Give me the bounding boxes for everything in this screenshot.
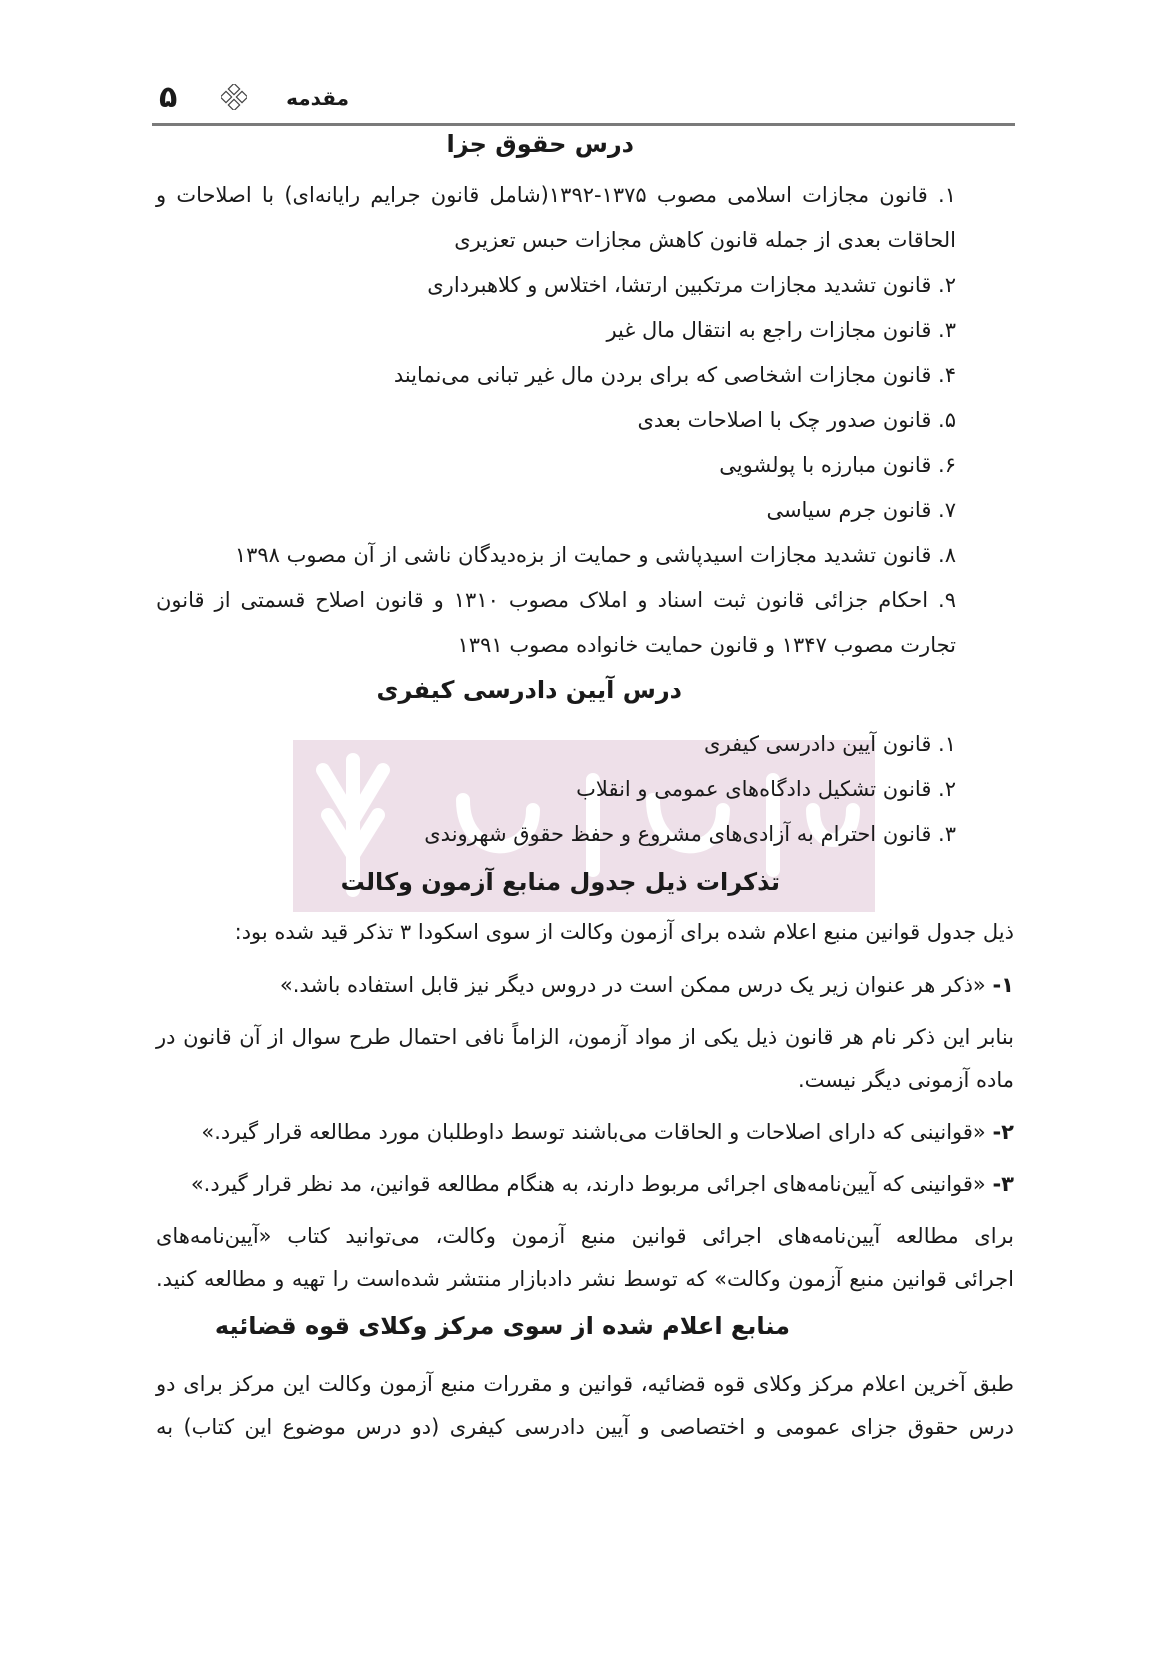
section-title-judiciary: منابع اعلام شده از سوی مرکز وکلای قوه قضائیه	[214, 1312, 790, 1340]
note-3-number: ۳-	[992, 1172, 1014, 1196]
paragraph-line: درس حقوق جزای عمومی و اختصاصی و آیین دادرسی کیفری (دو درس موضوع این کتاب) به	[156, 1415, 1014, 1439]
note-2-text: «قوانینی که دارای اصلاحات و الحاقات می‌باشند توسط داوطلبان مورد مطالعه قرار گیرد.»	[201, 1120, 993, 1144]
page-number: ۵	[159, 80, 178, 115]
paragraph-line: بنابر این ذکر نام هر قانون ذیل یکی از مواد آزمون، الزاماً نافی احتمال طرح سوال از آن قانون در	[156, 1025, 1014, 1049]
note-3	[191, 1172, 1014, 1196]
list-item: تجارت مصوب ۱۳۴۷ و قانون حمایت خانواده مصوب ۱۳۹۱	[457, 633, 956, 657]
paragraph-line: ماده آزمونی دیگر نیست.	[797, 1068, 1014, 1092]
paragraph-line: اجرائی قوانین منبع آزمون وکالت» که توسط نشر دادبازار منتشر شده‌است را تهیه و مطالعه کنید.	[156, 1267, 1014, 1291]
list-item: ۵. قانون صدور چک با اصلاحات بعدی	[637, 408, 956, 432]
running-header	[155, 78, 1013, 118]
note-2	[201, 1120, 1014, 1144]
list-item: ۸. قانون تشدید مجازات اسیدپاشی و حمایت از بزه‌دیدگان ناشی از آن مصوب ۱۳۹۸	[234, 543, 956, 567]
paragraph-line: برای مطالعه آیین‌نامه‌های اجرائی قوانین منبع آزمون وکالت، می‌توانید کتاب «آیین‌نامه‌های	[156, 1224, 1014, 1248]
section-title-criminal-procedure: درس آیین دادرسی کیفری	[376, 676, 682, 704]
list-item: الحاقات بعدی از جمله قانون کاهش مجازات حبس تعزیری	[454, 228, 956, 252]
header-title: مقدمه	[286, 86, 349, 110]
section-title-notes: تذکرات ذیل جدول منابع آزمون وکالت	[340, 868, 780, 896]
list-item: ۲. قانون تشکیل دادگاه‌های عمومی و انقلاب	[576, 777, 956, 801]
ornament-icon	[221, 84, 247, 110]
note-1	[280, 973, 1014, 997]
list-item: ۱. قانون مجازات اسلامی مصوب ۱۳۷۵-۱۳۹۲(شامل قانون جرایم رایانه‌ای) با اصلاحات و	[156, 183, 957, 207]
paragraph-line: طبق آخرین اعلام مرکز وکلای قوه قضائیه، قوانین و مقررات منبع آزمون وکالت این مرکز برای دو	[156, 1372, 1014, 1396]
notes-intro: ذیل جدول قوانین منبع اعلام شده برای آزمون وکالت از سوی اسکودا ۳ تذکر قید شده بود:	[234, 920, 1014, 944]
list-item: ۳. قانون مجازات راجع به انتقال مال غیر	[606, 318, 956, 342]
list-item: ۲. قانون تشدید مجازات مرتکبین ارتشا، اختلاس و کلاهبرداری	[427, 273, 956, 297]
list-item: ۴. قانون مجازات اشخاصی که برای بردن مال غیر تبانی می‌نمایند	[393, 363, 956, 387]
note-1-text: «ذکر هر عنوان زیر یک درس ممکن است در دروس دیگر نیز قابل استفاده باشد.»	[279, 973, 993, 997]
list-item: ۷. قانون جرم سیاسی	[766, 498, 956, 522]
list-item: ۱. قانون آیین دادرسی کیفری	[704, 732, 956, 756]
note-1-number: ۱-	[992, 973, 1014, 997]
list-item: ۳. قانون احترام به آزادی‌های مشروع و حفظ حقوق شهروندی	[424, 822, 956, 846]
list-item: ۶. قانون مبارزه با پولشویی	[719, 453, 956, 477]
header-rule	[152, 123, 1015, 126]
section-title-criminal-law: درس حقوق جزا	[446, 130, 634, 158]
note-3-text: «قوانینی که آیین‌نامه‌های اجرائی مربوط دارند، به هنگام مطالعه قوانین، مد نظر قرار گیرد.»	[190, 1172, 993, 1196]
list-item: ۹. احکام جزائی قانون ثبت اسناد و املاک مصوب ۱۳۱۰ و قانون اصلاح قسمتی از قانون	[156, 588, 956, 612]
note-2-number: ۲-	[992, 1120, 1014, 1144]
